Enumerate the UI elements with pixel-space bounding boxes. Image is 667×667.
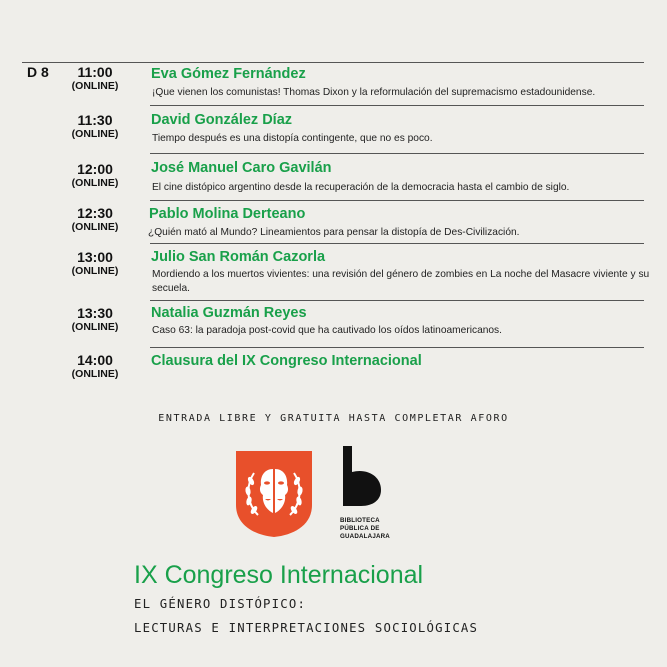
speaker-name: Natalia Guzmán Reyes: [151, 305, 307, 321]
session-time-block: [64, 206, 126, 233]
session-divider: [150, 300, 644, 301]
session-time: 14:00: [77, 352, 113, 368]
speaker-name: Pablo Molina Derteano: [149, 206, 306, 222]
closing-title: Clausura del IX Congreso Internacional: [151, 353, 422, 369]
speaker-name: David González Díaz: [151, 112, 293, 128]
online-label: (ONLINE): [71, 221, 119, 233]
session-time: 13:00: [77, 249, 113, 265]
session-time: 12:30: [77, 205, 113, 221]
session-time: 12:00: [77, 161, 113, 177]
library-b-logo: [339, 444, 383, 508]
session-time: 11:30: [77, 112, 113, 128]
talk-title: El cine distópico argentino desde la recuperación de la democracia hasta el cambio de siglo.: [152, 182, 570, 193]
speaker-name: Julio San Román Cazorla: [151, 249, 326, 265]
online-label: (ONLINE): [71, 177, 119, 189]
session-divider: [150, 347, 644, 348]
day-label: D 8: [27, 64, 49, 80]
session-time-block: [64, 306, 126, 333]
subtitle-line-1: EL GÉNERO DISTÓPICO:: [134, 597, 307, 611]
session-time-block: [64, 250, 126, 277]
session-divider: [150, 105, 644, 106]
talk-title: ¡Que vienen los comunistas! Thomas Dixon y la reformulación del supremacismo estadounidense.: [152, 87, 596, 98]
talk-title: Caso 63: la paradoja post-covid que ha cautivado los oídos latinoamericanos.: [152, 325, 502, 336]
online-label: (ONLINE): [71, 368, 119, 380]
talk-title: ¿Quién mató al Mundo? Lineamientos para pensar la distopía de Des-Civilización.: [148, 227, 520, 238]
session-time-block: [64, 65, 126, 92]
talk-title: Tiempo después es una distopía contingente, que no es poco.: [152, 133, 433, 144]
speaker-name: José Manuel Caro Gavilán: [151, 160, 332, 176]
online-label: (ONLINE): [71, 321, 119, 333]
library-name-line2: PÚBLICA DE: [340, 525, 380, 532]
session-divider: [150, 153, 644, 154]
library-name-line3: GUADALAJARA: [340, 533, 390, 540]
speaker-name: Eva Gómez Fernández: [151, 66, 306, 82]
session-time-block: [64, 162, 126, 189]
session-time: 11:00: [77, 64, 113, 80]
subtitle-line-2: LECTURAS E INTERPRETACIONES SOCIOLÓGICAS: [134, 621, 479, 635]
congress-shield-logo: [234, 447, 314, 539]
session-time: 13:30: [77, 305, 113, 321]
session-divider: [150, 200, 644, 201]
online-label: (ONLINE): [71, 80, 119, 92]
session-time-block: [64, 113, 126, 140]
top-divider: [22, 62, 644, 63]
online-label: (ONLINE): [71, 128, 119, 140]
talk-title: Mordiendo a los muertos vivientes: una revisión del género de zombies en La noche del Masacre viviente y su secuela.: [152, 269, 650, 294]
congress-title: IX Congreso Internacional: [134, 561, 424, 589]
library-name-line1: BIBLIOTECA: [340, 517, 380, 524]
admission-notice: ENTRADA LIBRE Y GRATUITA HASTA COMPLETAR AFORO: [158, 413, 509, 424]
session-divider: [150, 243, 644, 244]
session-time-block: [64, 353, 126, 380]
online-label: (ONLINE): [71, 265, 119, 277]
